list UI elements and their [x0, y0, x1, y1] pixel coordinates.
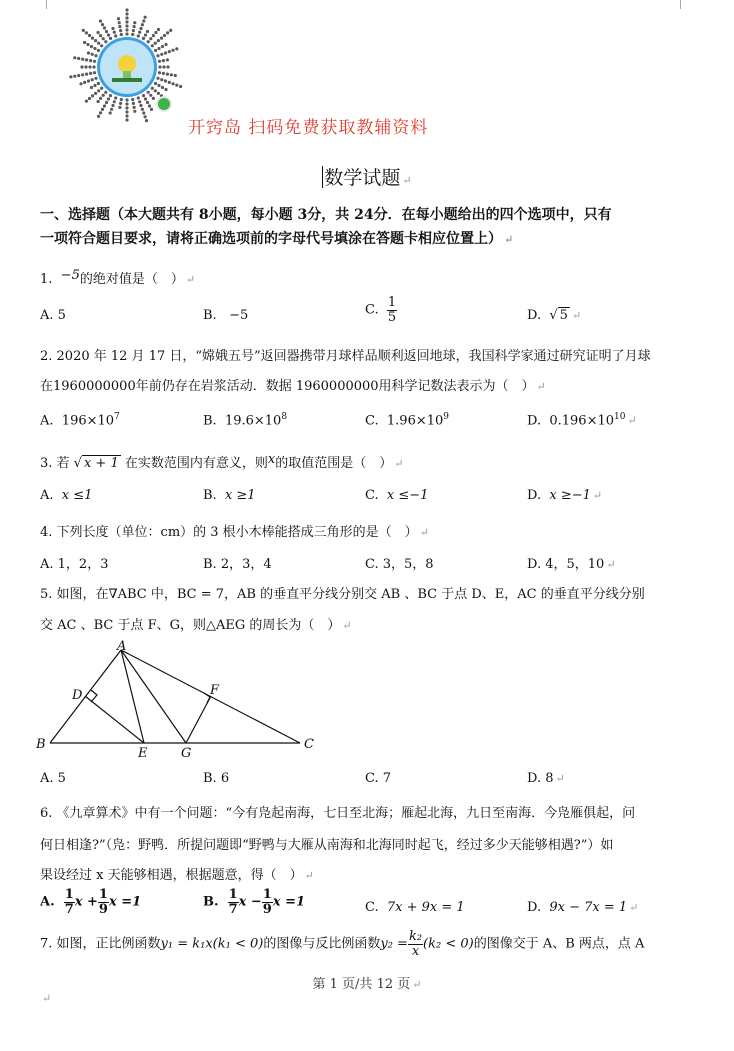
q6-option-d: D. 9x − 7x = 1 ↵	[527, 900, 639, 915]
section-heading-line1: 一、选择题（本大题共有 8小题，每小题 3分，共 24分．在每小题给出的四个选项中，只有	[40, 207, 612, 223]
promo-banner: 开窍岛 扫码免费获取教辅资料	[188, 118, 429, 138]
q4-option-b: B. 2，3，4	[203, 557, 272, 572]
segment-ag	[121, 650, 186, 743]
label-d: D	[72, 688, 83, 703]
page-title: 数学试题 ↵	[324, 167, 412, 189]
label-g: G	[181, 746, 192, 761]
q2-option-d: D. $0.196\times 10^{10}$ ↵	[527, 412, 637, 429]
q1-option-a: A. 5	[40, 308, 66, 323]
section-heading-line2: 一项符合题目要求，请将正确选项前的字母代号填涂在答题卡相应位置上） ↵	[40, 231, 514, 247]
label-c: C	[304, 737, 314, 752]
q6-option-c: C. 7x + 9x = 1	[365, 900, 465, 915]
triangle-figure	[36, 640, 326, 762]
question-7: 7. 如图，正比例函数y₁ = k₁x(k₁ < 0)的图像与反比例函数y₂ = $\frac{\text{k₂}}{x}$ (k₂ < 0)的图像交于 A、B 两点，点 A	[40, 929, 645, 959]
question-2-line2: 在1960000000年前仍存在岩浆活动．数据 1960000000用科学记数法表示为（ ） ↵	[40, 379, 546, 394]
crop-mark-top-left	[37, 0, 47, 9]
question-6-line2: 何日相逢?”（凫：野鸭．所提问题即“野鸭与大雁从南海和北海同时起飞，经过多少天能够相遇?”）如	[40, 838, 614, 853]
question-5-line2: 交 AC 、BC 于点 F、G，则△AEG 的周长为（ ） ↵	[40, 618, 352, 633]
q1-option-b: B. −5	[203, 308, 249, 323]
label-a: A	[117, 640, 127, 654]
segment-de	[85, 696, 144, 743]
q1-option-c: C. $\frac{1}{5}$	[365, 295, 397, 325]
label-e: E	[138, 746, 148, 761]
q2-option-a: A. $196\times 10^7$	[40, 412, 120, 429]
q4-option-c: C. 3，5，8	[365, 557, 434, 572]
q3-option-d: D. x ≥−1 ↵	[527, 488, 603, 503]
q6-option-b: B. $\frac{1}{7}$ x − $\frac{1}{9}$ x =1	[203, 887, 306, 917]
q3-option-b: B. x ≥1	[203, 488, 256, 503]
question-6-line3: 果设经过 x 天能够相遇，根据题意，得（ ） ↵	[40, 868, 314, 883]
segment-ae	[121, 650, 144, 743]
label-b: B	[36, 737, 46, 752]
right-angle-d	[91, 690, 97, 702]
q4-option-d: D. 4，5，10 ↵	[527, 557, 616, 572]
question-2-line1: 2. 2020 年 12 月 17 日，“嫦娥五号”返回器携带月球样品顺利返回地球，我国科学家通过研究证明了月球	[40, 349, 651, 364]
question-1: 1. −5的绝对值是（ ） ↵	[40, 268, 196, 287]
question-6-line1: 6. 《九章算术》中有一个问题：“今有凫起南海，七日至北海；雁起北海，九日至南海．今凫雁俱起，问	[40, 806, 636, 821]
q3-option-a: A. x ≤1	[40, 488, 93, 503]
qr-code-icon	[68, 8, 186, 126]
q5-option-d: D. 8 ↵	[527, 771, 565, 786]
label-f: F	[210, 683, 220, 698]
q4-option-a: A. 1，2，3	[40, 557, 109, 572]
q5-option-c: C. 7	[365, 771, 392, 786]
q2-option-c: C. $1.96\times 10^9$	[365, 412, 450, 429]
question-3: 3. 若 √ x + 1 在实数范围内有意义，则x的取值范围是（ ） ↵	[40, 452, 404, 471]
q1-option-d: D. √ 5 ↵	[527, 308, 582, 323]
q5-option-a: A. 5	[40, 771, 66, 786]
q5-option-b: B. 6	[203, 771, 230, 786]
crop-mark-top-right	[680, 0, 690, 9]
q6-option-a: A. $\frac{1}{7}$ x + $\frac{1}{9}$ x =1	[40, 887, 142, 917]
paragraph-mark: ↵	[42, 992, 52, 1005]
question-4: 4. 下列长度（单位：cm）的 3 根小木棒能搭成三角形的是（ ） ↵	[40, 525, 429, 540]
page-footer: 第 1 页/共 12 页 ↵	[312, 977, 422, 992]
question-5-line1: 5. 如图，在∇ABC 中，BC = 7，AB 的垂直平分线分别交 AB 、BC 于点 D、E，AC 的垂直平分线分别	[40, 587, 645, 602]
q3-option-c: C. x ≤−1	[365, 488, 429, 503]
q2-option-b: B. $19.6\times 10^8$	[203, 412, 288, 429]
